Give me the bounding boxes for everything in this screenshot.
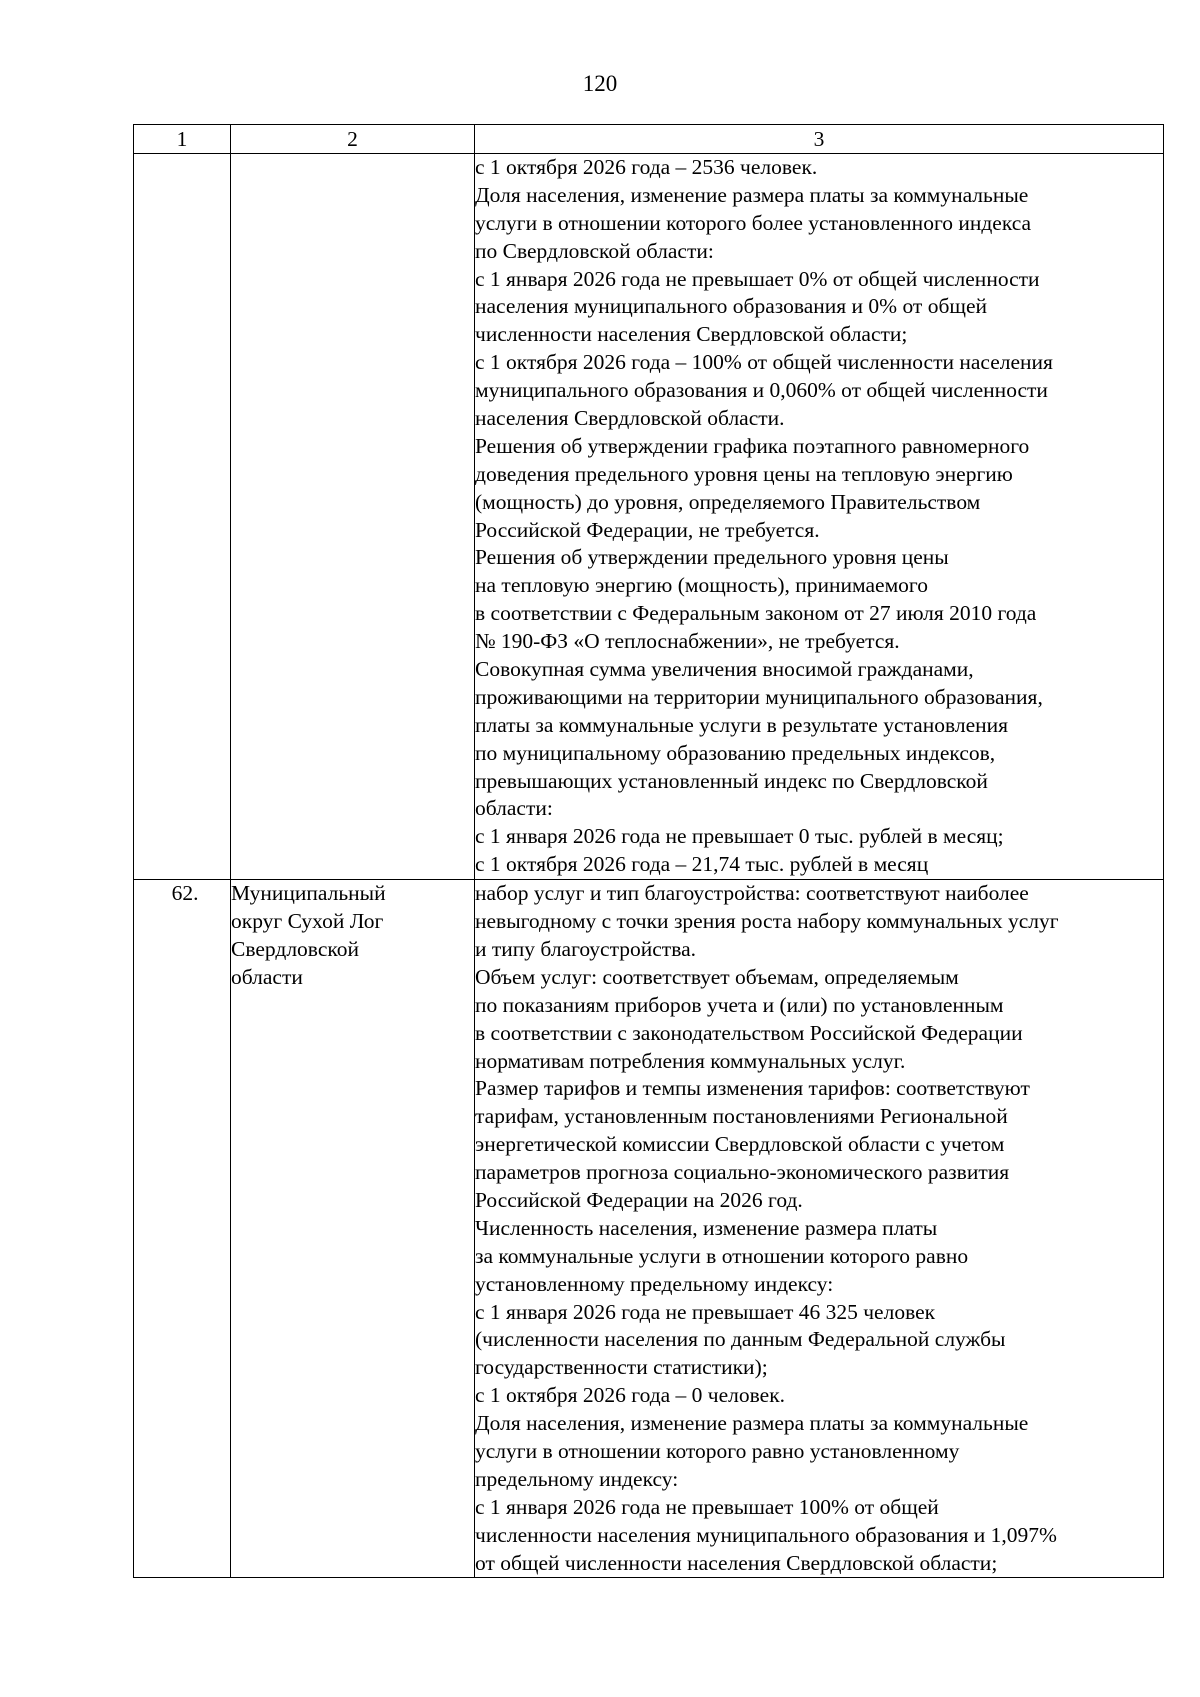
description-line: с 1 октября 2026 года – 2536 человек. <box>475 155 818 179</box>
municipality-name-cell <box>231 154 475 880</box>
description-line: нормативам потребления коммунальных услуг. <box>475 1048 906 1073</box>
description-line: с 1 января 2026 года не превышает 0 тыс. рублей в месяц; <box>475 824 1004 849</box>
description-line: Размер тарифов и темпы изменения тарифов: соответствуют <box>475 1076 1030 1101</box>
description-line: Российской Федерации на 2026 год. <box>475 1187 803 1212</box>
description-line: за коммунальные услуги в отношении которого равно <box>475 1243 969 1268</box>
column-header-3: 3 <box>475 125 1164 154</box>
description-line: с 1 января 2026 года не превышает 46 325 человек <box>475 1299 936 1324</box>
description-line: от общей численности населения Свердловской области; <box>475 1550 998 1575</box>
description-cell <box>475 880 1164 1578</box>
document-table <box>133 124 1164 1578</box>
municipality-name-line: Муниципальный <box>231 881 386 906</box>
description-line: Доля населения, изменение размера платы за коммунальные <box>475 1411 1029 1436</box>
description-line: с 1 октября 2026 года – 0 человек. <box>475 1383 786 1408</box>
municipality-name-line: Свердловской <box>231 936 359 961</box>
description-line: (численности населения по данным Федеральной службы <box>475 1327 1006 1352</box>
description-line: области: <box>475 796 553 821</box>
description-line: тарифам, установленным постановлениями Региональной <box>475 1104 1008 1129</box>
description-line: услуги в отношении которого более установленного индекса <box>475 210 1032 235</box>
description-line: платы за коммунальные услуги в результате установления <box>475 712 1009 737</box>
description-line: невыгодному с точки зрения роста набору коммунальных услуг <box>475 909 1059 934</box>
description-line: численности населения Свердловской области; <box>475 322 908 347</box>
description-line: на тепловую энергию (мощность), принимаемого <box>475 573 928 598</box>
description-line: по Свердловской области: <box>475 238 714 263</box>
description-line: с 1 января 2026 года не превышает 0% от общей численности <box>475 266 1040 291</box>
description-line: в соответствии с законодательством Российской Федерации <box>475 1020 1023 1045</box>
description-line: услуги в отношении которого равно установленному <box>475 1438 960 1463</box>
description-line: с 1 октября 2026 года – 21,74 тыс. рублей в месяц <box>475 852 929 877</box>
description-line: Доля населения, изменение размера платы за коммунальные <box>475 182 1029 207</box>
column-header-1: 1 <box>134 125 231 154</box>
municipality-name-cell <box>231 880 475 1578</box>
description-line: с 1 января 2026 года не превышает 100% от общей <box>475 1494 939 1519</box>
description-line: параметров прогноза социально-экономического развития <box>475 1160 1010 1185</box>
description-line: предельному индексу: <box>475 1466 679 1491</box>
description-line: численности населения муниципального образования и 1,097% <box>475 1522 1057 1547</box>
description-line: государственности статистики); <box>475 1355 768 1380</box>
description-line: Совокупная сумма увеличения вносимой гражданами, <box>475 657 974 682</box>
table-body <box>134 154 1164 1578</box>
row-number-cell <box>134 880 231 1578</box>
description-line: муниципального образования и 0,060% от общей численности <box>475 378 1048 403</box>
description-line: Объем услуг: соответствует объемам, определяемым <box>475 964 959 989</box>
page-number: 120 <box>582 71 618 96</box>
table-row <box>134 880 1164 1578</box>
municipality-name-line: округ Сухой Лог <box>231 909 384 934</box>
row-number: 62. <box>171 881 199 906</box>
description-line: Решения об утверждении предельного уровня цены <box>475 545 949 570</box>
description-line: энергетической комиссии Свердловской области с учетом <box>475 1132 1005 1157</box>
description-line: по муниципальному образованию предельных индексов, <box>475 740 996 765</box>
description-line: Российской Федерации, не требуется. <box>475 517 820 542</box>
row-number-cell <box>134 154 231 880</box>
description-line: и типу благоустройства. <box>475 936 696 961</box>
table-header-row <box>134 125 1164 154</box>
description-line: доведения предельного уровня цены на тепловую энергию <box>475 461 1013 486</box>
description-cell <box>475 154 1164 880</box>
description-line: № 190-ФЗ «О теплоснабжении», не требуется. <box>475 629 900 654</box>
description-line: Решения об утверждении графика поэтапного равномерного <box>475 433 1030 458</box>
column-header-2: 2 <box>231 125 475 154</box>
table-row <box>134 154 1164 880</box>
municipality-name-line: области <box>231 964 303 989</box>
description-line: превышающих установленный индекс по Свердловской <box>475 768 988 793</box>
description-line: по показаниям приборов учета и (или) по установленным <box>475 992 1004 1017</box>
description-line: в соответствии с Федеральным законом от 27 июля 2010 года <box>475 601 1037 626</box>
description-line: набор услуг и тип благоустройства: соответствуют наиболее <box>475 881 1029 906</box>
description-line: установленному предельному индексу: <box>475 1271 834 1296</box>
description-line: проживающими на территории муниципального образования, <box>475 684 1043 709</box>
description-line: населения Свердловской области. <box>475 406 785 431</box>
description-line: с 1 октября 2026 года – 100% от общей численности населения <box>475 350 1053 375</box>
description-line: Численность населения, изменение размера платы <box>475 1215 938 1240</box>
description-line: населения муниципального образования и 0% от общей <box>475 294 987 319</box>
description-line: (мощность) до уровня, определяемого Правительством <box>475 489 981 514</box>
